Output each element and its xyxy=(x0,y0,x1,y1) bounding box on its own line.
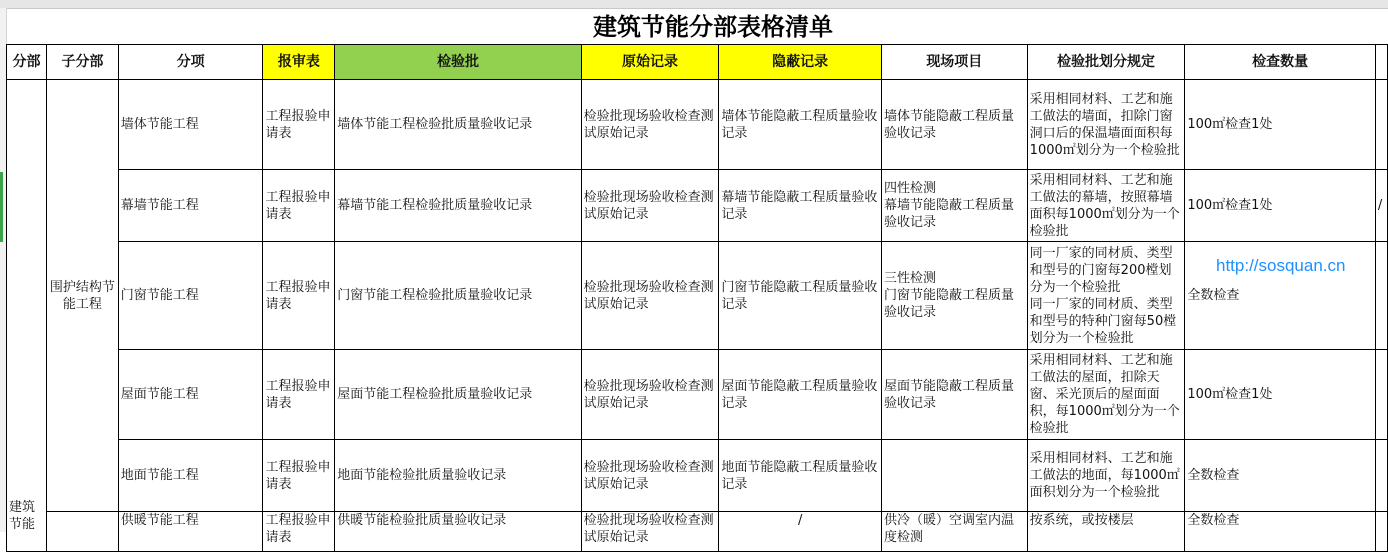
original-cell[interactable]: 检验批现场验收检查测试原始记录 xyxy=(581,170,719,242)
original-cell[interactable]: 检验批现场验收检查测试原始记录 xyxy=(581,80,719,170)
original-cell[interactable]: 检验批现场验收检查测试原始记录 xyxy=(581,440,719,512)
rule-cell[interactable]: 按系统，或按楼层 xyxy=(1027,512,1185,552)
concealed-cell[interactable]: 门窗节能隐蔽工程质量验收记录 xyxy=(719,242,882,350)
qty-cell[interactable]: 100㎡检查1处 xyxy=(1185,350,1376,440)
original-cell[interactable]: 检验批现场验收检查测试原始记录 xyxy=(581,512,719,552)
original-cell[interactable]: 检验批现场验收检查测试原始记录 xyxy=(581,350,719,440)
item-cell[interactable]: 供暖节能工程 xyxy=(118,512,263,552)
site-cell[interactable]: 墙体节能隐蔽工程质量验收记录 xyxy=(881,80,1027,170)
apply-cell[interactable]: 工程报验申请表 xyxy=(263,512,335,552)
header-item[interactable]: 分项 xyxy=(118,45,263,80)
table-row xyxy=(7,80,1388,170)
header-extra[interactable] xyxy=(1375,45,1387,80)
apply-cell[interactable]: 工程报验申请表 xyxy=(263,242,335,350)
batch-cell[interactable]: 墙体节能工程检验批质量验收记录 xyxy=(335,80,581,170)
subdivision-cell[interactable]: 围护结构节能工程 xyxy=(46,80,118,512)
table-row xyxy=(7,170,1388,242)
header-division[interactable]: 分部 xyxy=(7,45,47,80)
rule-cell[interactable]: 同一厂家的同材质、类型和型号的门窗每200樘划分为一个检验批 同一厂家的同材质、类型和型号的特种门窗每50樘划分为一个检验批 xyxy=(1027,242,1185,350)
table-row xyxy=(7,440,1388,512)
qty-cell[interactable]: 100㎡检查1处 xyxy=(1185,170,1376,242)
extra-cell[interactable] xyxy=(1375,80,1387,170)
table-row xyxy=(7,242,1388,350)
row-selection-marker xyxy=(0,172,3,242)
concealed-cell[interactable]: / xyxy=(719,512,882,552)
qty-cell[interactable]: 全数检查 xyxy=(1185,512,1376,552)
rule-cell[interactable]: 采用相同材料、工艺和施工做法的屋面，扣除天窗、采光顶后的屋面面积，每1000㎡划分为一个检验批 xyxy=(1027,350,1185,440)
rule-cell[interactable]: 采用相同材料、工艺和施工做法的墙面，扣除门窗洞口后的保温墙面面积每1000㎡划分为一个检验批 xyxy=(1027,80,1185,170)
batch-cell[interactable]: 幕墙节能工程检验批质量验收记录 xyxy=(335,170,581,242)
batch-cell[interactable]: 屋面节能工程检验批质量验收记录 xyxy=(335,350,581,440)
batch-cell[interactable]: 门窗节能工程检验批质量验收记录 xyxy=(335,242,581,350)
apply-cell[interactable]: 工程报验申请表 xyxy=(263,170,335,242)
apply-cell[interactable]: 工程报验申请表 xyxy=(263,350,335,440)
site-cell[interactable] xyxy=(881,440,1027,512)
sheet-title: 建筑节能分部表格清单 xyxy=(593,12,833,41)
header-row xyxy=(7,45,1388,80)
header-apply-form[interactable]: 报审表 xyxy=(263,45,335,80)
header-subdivision[interactable]: 子分部 xyxy=(46,45,118,80)
qty-cell[interactable]: 全数检查 xyxy=(1185,440,1376,512)
item-cell[interactable]: 墙体节能工程 xyxy=(118,80,263,170)
item-cell[interactable]: 幕墙节能工程 xyxy=(118,170,263,242)
header-site-item[interactable]: 现场项目 xyxy=(881,45,1027,80)
header-batch-rule[interactable]: 检验批划分规定 xyxy=(1027,45,1185,80)
header-concealed-record[interactable]: 隐蔽记录 xyxy=(719,45,882,80)
header-inspection-batch[interactable]: 检验批 xyxy=(335,45,581,80)
apply-cell[interactable]: 工程报验申请表 xyxy=(263,80,335,170)
concealed-cell[interactable]: 墙体节能隐蔽工程质量验收记录 xyxy=(719,80,882,170)
extra-cell[interactable] xyxy=(1375,440,1387,512)
apply-cell[interactable]: 工程报验申请表 xyxy=(263,440,335,512)
site-cell[interactable]: 四性检测 幕墙节能隐蔽工程质量验收记录 xyxy=(881,170,1027,242)
extra-cell[interactable] xyxy=(1375,350,1387,440)
watermark-url: http://sosquan.cn xyxy=(1216,256,1346,275)
concealed-cell[interactable]: 屋面节能隐蔽工程质量验收记录 xyxy=(719,350,882,440)
table-row xyxy=(7,350,1388,440)
header-original-record[interactable]: 原始记录 xyxy=(581,45,719,80)
batch-cell[interactable]: 地面节能检验批质量验收记录 xyxy=(335,440,581,512)
site-cell[interactable]: 屋面节能隐蔽工程质量验收记录 xyxy=(881,350,1027,440)
site-cell[interactable]: 供冷（暖）空调室内温度检测 xyxy=(881,512,1027,552)
extra-cell[interactable]: / xyxy=(1375,170,1387,242)
item-cell[interactable]: 屋面节能工程 xyxy=(118,350,263,440)
concealed-cell[interactable]: 幕墙节能隐蔽工程质量验收记录 xyxy=(719,170,882,242)
concealed-cell[interactable]: 地面节能隐蔽工程质量验收记录 xyxy=(719,440,882,512)
extra-cell[interactable] xyxy=(1375,242,1387,350)
qty-cell[interactable]: 100㎡检查1处 xyxy=(1185,80,1376,170)
energy-table xyxy=(6,44,1388,552)
qty-cell[interactable]: 全数检查 xyxy=(1185,242,1376,350)
item-cell[interactable]: 地面节能工程 xyxy=(118,440,263,512)
batch-cell[interactable]: 供暖节能检验批质量验收记录 xyxy=(335,512,581,552)
rule-cell[interactable]: 采用相同材料、工艺和施工做法的地面，每1000㎡面积划分为一个检验批 xyxy=(1027,440,1185,512)
division-cell[interactable]: 建筑节能 xyxy=(7,80,47,552)
item-cell[interactable]: 门窗节能工程 xyxy=(118,242,263,350)
header-check-qty[interactable]: 检查数量 xyxy=(1185,45,1376,80)
site-cell[interactable]: 三性检测 门窗节能隐蔽工程质量验收记录 xyxy=(881,242,1027,350)
rule-cell[interactable]: 采用相同材料、工艺和施工做法的幕墙，按照幕墙面积每1000㎡划分为一个检验批 xyxy=(1027,170,1185,242)
original-cell[interactable]: 检验批现场验收检查测试原始记录 xyxy=(581,242,719,350)
